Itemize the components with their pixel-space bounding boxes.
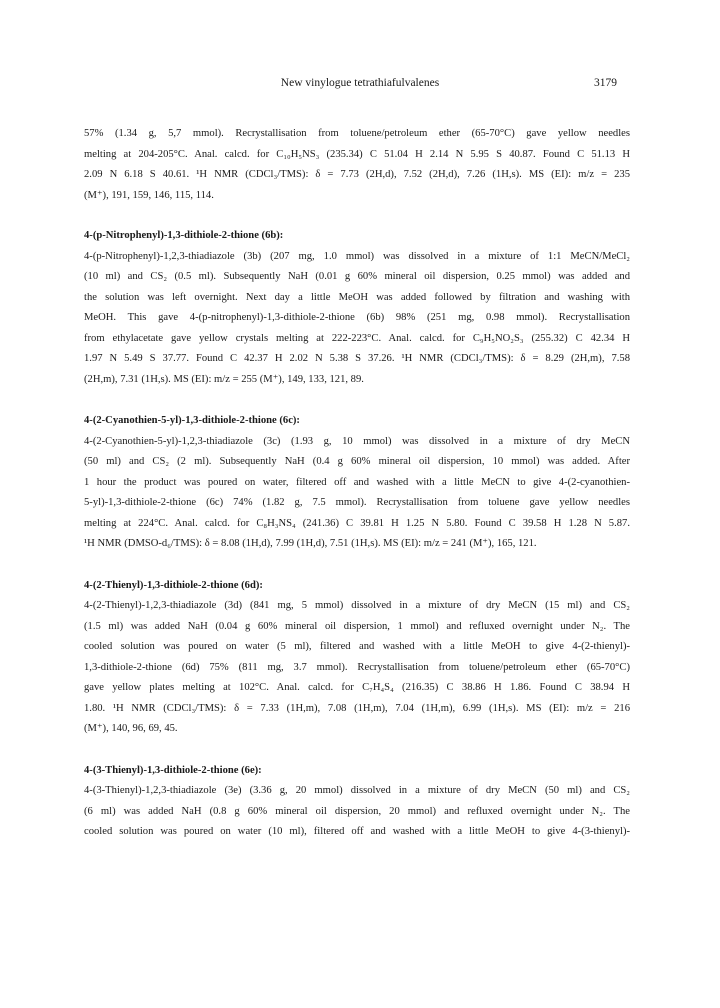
section-heading: 4-(3-Thienyl)-1,3-dithiole-2-thione (6e): bbox=[84, 764, 262, 776]
section-6d bbox=[84, 576, 630, 740]
text-line: gave yellow plates melting at 102°C. Anal. calcd. for C₇H₄S₄ (216.35) C 38.86 H 1.86. Found C 38.94 H bbox=[84, 682, 630, 693]
page-number: 3179 bbox=[594, 77, 617, 89]
text-line: (M⁺), 191, 159, 146, 115, 114. bbox=[84, 189, 214, 201]
section-6e bbox=[84, 761, 630, 843]
text-line: MeOH. This gave 4-(p-nitrophenyl)-1,3-dithiole-2-thione (6b) 98% (251 mg, 0.98 mmol). Recrystallisation bbox=[84, 312, 630, 323]
intro-paragraph bbox=[84, 124, 630, 206]
text-line: from ethylacetate gave yellow crystals melting at 222-223°C. Anal. calcd. for C₉H₅NO₂S₃ (255.32) C 42.34 H bbox=[84, 332, 630, 344]
text-line: 1.80. ¹H NMR (CDCl₃/TMS): δ = 7.33 (1H,m), 7.08 (1H,m), 7.04 (1H,m), 6.99 (1H,s). MS (EI): m/z = 216 bbox=[84, 702, 630, 714]
running-header bbox=[0, 77, 720, 93]
text-line: 4-(2-Thienyl)-1,2,3-thiadiazole (3d) (841 mg, 5 mmol) dissolved in a mixture of dry MeCN (15 ml) and CS₂ bbox=[84, 600, 630, 611]
body-text bbox=[84, 124, 630, 843]
text-line: (6 ml) was added NaH (0.8 g 60% mineral oil dispersion, 20 mmol) and refluxed overnight under N₂. The bbox=[84, 805, 630, 817]
text-line: cooled solution was poured on water (5 ml), filtered and washed with a little MeOH to give 4-(2-thienyl)- bbox=[84, 641, 630, 652]
text-line: the solution was left overnight. Next day a little MeOH was added followed by filtration and washing with bbox=[84, 291, 630, 303]
text-line: 1 hour the product was poured on water, filtered off and washed with a little MeCN to give 4-(2-cyanothien- bbox=[84, 476, 630, 488]
section-heading: 4-(2-Cyanothien-5-yl)-1,3-dithiole-2-thione (6c): bbox=[84, 415, 300, 426]
text-line: melting at 224°C. Anal. calcd. for C₈H₃NS₄ (241.36) C 39.81 H 1.25 N 5.80. Found C 39.58 H 1.28 N 5.87. bbox=[84, 517, 630, 529]
text-line: (M⁺), 140, 96, 69, 45. bbox=[84, 723, 178, 734]
text-line: (50 ml) and CS₂ (2 ml). Subsequently NaH (0.4 g 60% mineral oil dispersion, 10 mmol) was added. After bbox=[84, 456, 630, 467]
section-heading: 4-(2-Thienyl)-1,3-dithiole-2-thione (6d): bbox=[84, 579, 263, 591]
text-line: 4-(2-Cyanothien-5-yl)-1,2,3-thiadiazole (3c) (1.93 g, 10 mmol) was dissolved in a mixture of dry MeCN bbox=[84, 435, 630, 447]
text-line: melting at 204-205°C. Anal. calcd. for C₁₀H₅NS₃ (235.34) C 51.04 H 2.14 N 5.95 S 40.87. Found C 51.13 H bbox=[84, 148, 630, 160]
text-line: cooled solution was poured on water (10 ml), filtered off and washed with a little MeOH to give 4-(3-thienyl)- bbox=[84, 826, 630, 837]
text-line: (1.5 ml) was added NaH (0.04 g 60% mineral oil dispersion, 1 mmol) and refluxed overnight under N₂. The bbox=[84, 620, 630, 632]
section-6c bbox=[84, 411, 630, 555]
text-line: 1.97 N 5.49 S 37.77. Found C 42.37 H 2.02 N 5.38 S 37.26. ¹H NMR (CDCl₃/TMS): δ = 8.29 (2H,m), 7.58 bbox=[84, 353, 630, 364]
text-line: ¹H NMR (DMSO-d₆/TMS): δ = 8.08 (1H,d), 7.99 (1H,d), 7.51 (1H,s). MS (EI): m/z = 241 (M⁺), 165, 121. bbox=[84, 538, 537, 549]
section-6b bbox=[84, 226, 630, 390]
text-line: 4-(3-Thienyl)-1,2,3-thiadiazole (3e) (3.36 g, 20 mmol) dissolved in a mixture of dry MeCN (50 ml) and CS₂ bbox=[84, 785, 630, 796]
section-heading: 4-(p-Nitrophenyl)-1,3-dithiole-2-thione (6b): bbox=[84, 230, 284, 241]
running-title: New vinylogue tetrathiafulvalenes bbox=[280, 77, 440, 89]
text-line: (10 ml) and CS₂ (0.5 ml). Subsequently NaH (0.01 g 60% mineral oil dispersion, 0.25 mmol) was added and bbox=[84, 271, 630, 282]
text-line: 5-yl)-1,3-dithiole-2-thione (6c) 74% (1.82 g, 7.5 mmol). Recrystallisation from toluene gave yellow needles bbox=[84, 497, 630, 508]
text-line: 57% (1.34 g, 5,7 mmol). Recrystallisation from toluene/petroleum ether (65-70°C) gave yellow needles bbox=[84, 128, 630, 139]
text-line: 4-(p-Nitrophenyl)-1,2,3-thiadiazole (3b) (207 mg, 1.0 mmol) was dissolved in a mixture of 1:1 MeCN/MeCl₂ bbox=[84, 250, 630, 262]
text-line: 1,3-dithiole-2-thione (6d) 75% (811 mg, 3.7 mmol). Recrystallisation from toluene/petroleum ether (65-70°C) bbox=[84, 661, 630, 673]
text-line: 2.09 N 6.18 S 40.61. ¹H NMR (CDCl₃/TMS): δ = 7.73 (2H,d), 7.52 (2H,d), 7.26 (1H,s). MS (EI): m/z = 235 bbox=[84, 169, 630, 180]
text-line: (2H,m), 7.31 (1H,s). MS (EI): m/z = 255 (M⁺), 149, 133, 121, 89. bbox=[84, 373, 364, 385]
